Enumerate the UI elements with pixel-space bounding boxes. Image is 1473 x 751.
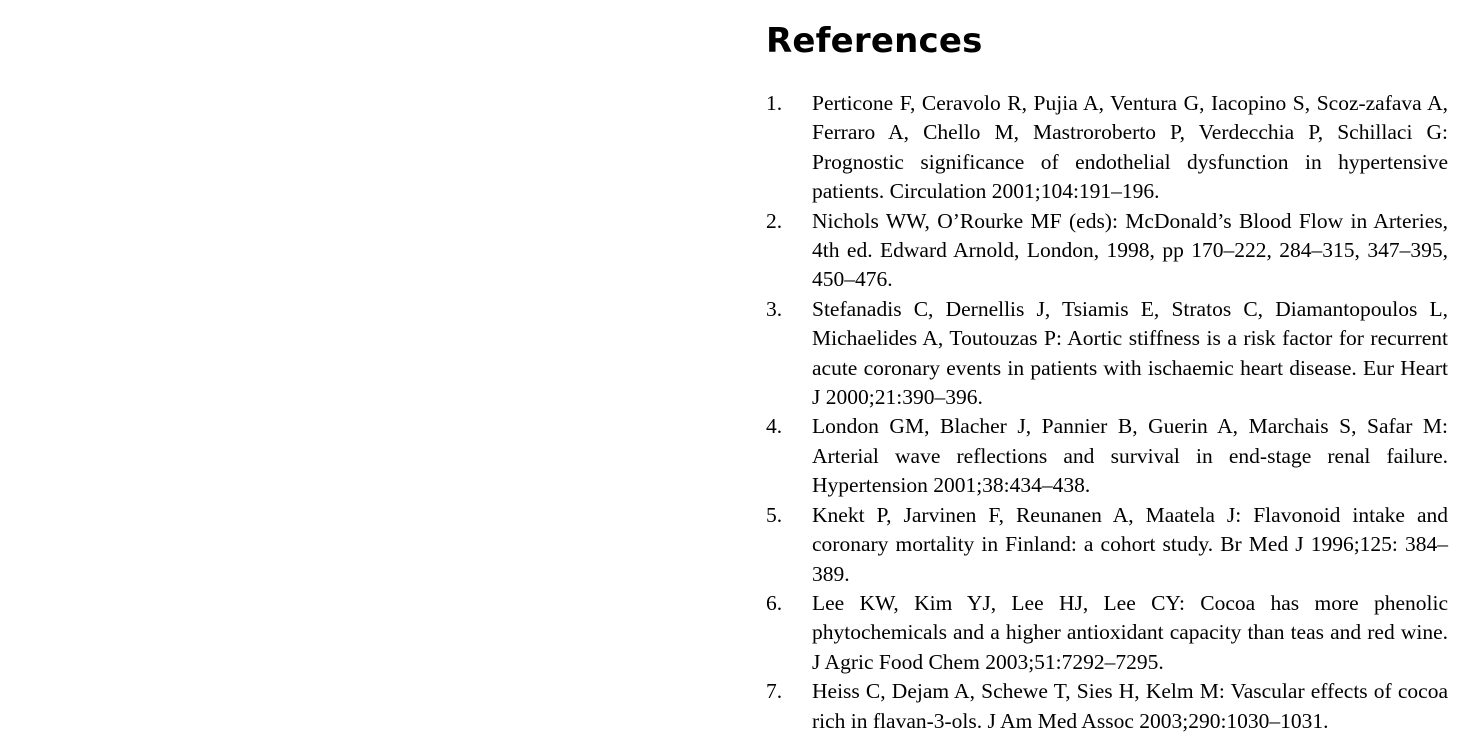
reference-item-3 xyxy=(766,295,1448,413)
reference-number: 6. xyxy=(766,590,783,615)
references-section xyxy=(766,18,1448,736)
reference-text: Nichols WW, O’Rourke MF (eds): McDonald’s Blood Flow in Arteries, 4th ed. Edward Arnold, London, 1998, pp 170–222, 284–315, 347–395, 450–476. xyxy=(812,208,1448,292)
reference-text: Stefanadis C, Dernellis J, Tsiamis E, Stratos C, Diamantopoulos L, Michaelides A, Toutouzas P: Aortic stiffness is a risk factor for recurrent acute coronary events in patients with ischaemic heart disease. Eur Heart J 2000;21:390–396. xyxy=(812,296,1448,410)
reference-text: Lee KW, Kim YJ, Lee HJ, Lee CY: Cocoa has more phenolic phytochemicals and a higher antioxidant capacity than teas and red wine. J Agric Food Chem 2003;51:7292–7295. xyxy=(812,590,1448,674)
reference-item-1 xyxy=(766,89,1448,207)
reference-number: 1. xyxy=(766,91,783,115)
reference-text: Perticone F, Ceravolo R, Pujia A, Ventura G, Iacopino S, Scoz-zafava A, Ferraro A, Chello M, Mastroroberto P, Verdecchia P, Schillaci G: Prognostic significance of endothelial dysfunction in hypertensive patients. Circulation 2001;104:191–196. xyxy=(812,91,1448,204)
reference-item-7 xyxy=(766,677,1448,736)
reference-text: Knekt P, Jarvinen F, Reunanen A, Maatela J: Flavonoid intake and coronary mortality in Finland: a cohort study. Br Med J 1996;125: 384–389. xyxy=(812,502,1448,586)
reference-number: 5. xyxy=(766,502,783,527)
reference-item-4 xyxy=(766,412,1448,500)
reference-item-5 xyxy=(766,501,1448,589)
reference-list xyxy=(766,89,1448,736)
reference-item-2 xyxy=(766,207,1448,295)
reference-number: 7. xyxy=(766,679,783,704)
reference-number: 2. xyxy=(766,208,783,233)
reference-number: 3. xyxy=(766,296,783,321)
reference-text: Heiss C, Dejam A, Schewe T, Sies H, Kelm M: Vascular effects of cocoa rich in flavan-3-ols. J Am Med Assoc 2003;290:1030–1031. xyxy=(812,679,1448,733)
reference-text: London GM, Blacher J, Pannier B, Guerin A, Marchais S, Safar M: Arterial wave reflections and survival in end-stage renal failure. Hypertension 2001;38:434–438. xyxy=(812,414,1448,498)
reference-item-6 xyxy=(766,589,1448,677)
references-heading: References xyxy=(766,21,983,61)
reference-number: 4. xyxy=(766,414,783,439)
